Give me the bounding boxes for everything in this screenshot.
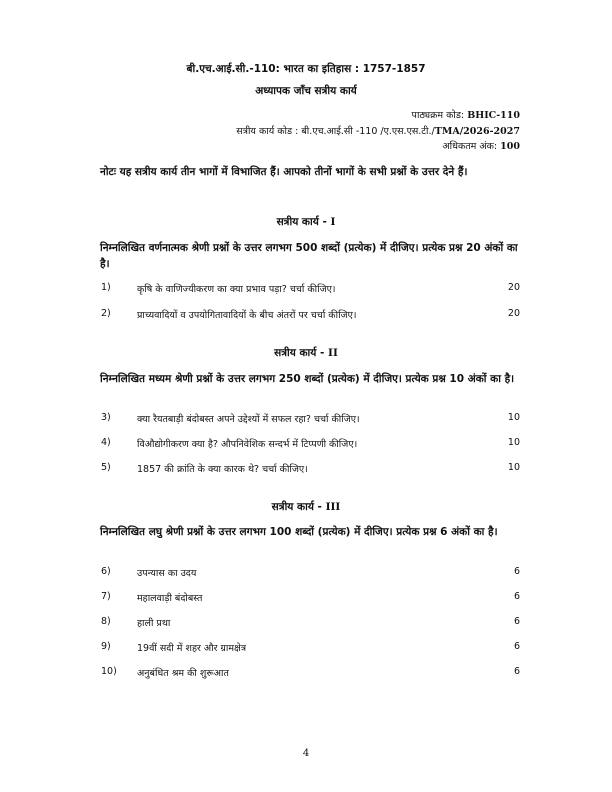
question-marks: 20 — [507, 308, 520, 319]
question-marks: 6 — [513, 641, 520, 652]
max-marks — [442, 139, 520, 152]
section-roman: III — [325, 501, 341, 513]
max-marks-value: 100 — [500, 141, 520, 152]
section-heading-label: सत्रीय कार्य - — [276, 216, 327, 228]
question-text: प्राच्यवादियों व उपयोगितावादियों के बीच अंतरों पर चर्चा कीजिए। — [137, 310, 357, 321]
question-number: 1) — [101, 282, 111, 293]
course-code — [412, 108, 520, 121]
section-roman: I — [330, 216, 336, 228]
question-text: 19वीं सदी में शहर और ग्रामक्षेत्र — [137, 643, 247, 654]
document-title: बी.एच.आई.सी.-110: भारत का इतिहास : 1757-1857 — [186, 63, 426, 75]
section-instruction-1: निम्नलिखित वर्णनात्मक श्रेणी प्रश्नों के उत्तर लगभग 500 शब्दों (प्रत्येक) में दीजिए। प्रत्येक प्रश्न 20 अंकों का है। — [100, 242, 518, 270]
question-number: 5) — [101, 462, 111, 473]
question-marks: 6 — [513, 566, 520, 577]
section-heading-1 — [0, 215, 612, 229]
question-text: विऔद्योगीकरण क्या है? औपनिवेशिक सन्दर्भ में टिप्पणी कीजिए। — [137, 439, 358, 450]
question-number: 9) — [101, 641, 111, 652]
question-marks: 10 — [507, 437, 520, 448]
question-marks: 6 — [513, 591, 520, 602]
question-marks: 10 — [507, 462, 520, 473]
question-text: अनुबंधित श्रम की शुरूआत — [137, 668, 229, 679]
page-number: 4 — [302, 748, 310, 759]
section-heading-label: सत्रीय कार्य - — [274, 347, 325, 359]
question-text: हाली प्रथा — [137, 618, 171, 629]
assignment-code-value: TMA/2026-2027 — [434, 126, 520, 137]
question-marks: 6 — [513, 666, 520, 677]
assignment-code-label: सत्रीय कार्य कोड : बी.एच.आई.सी -110 /ए.एस.एस.टी./ — [236, 126, 435, 137]
document-subtitle: अध्यापक जाँच सत्रीय कार्य — [255, 85, 357, 97]
question-text: क्या रैयतबाड़ी बंदोबस्त अपने उद्देश्यों में सफल रहा? चर्चा कीजिए। — [137, 414, 360, 425]
course-code-label: पाठ्यक्रम कोड: — [411, 110, 465, 121]
question-number: 6) — [101, 566, 111, 577]
question-number: 4) — [101, 437, 111, 448]
section-instruction-3: निम्नलिखित लघु श्रेणी प्रश्नों के उत्तर लगभग 100 शब्दों (प्रत्येक) में दीजिए। प्रत्येक प्रश्न 6 अंकों का है। — [100, 526, 498, 538]
question-number: 2) — [101, 308, 111, 319]
question-text: 1857 की क्रांति के क्या कारक थे? चर्चा कीजिए। — [137, 464, 308, 475]
question-number: 8) — [101, 616, 111, 627]
section-roman: II — [328, 347, 338, 359]
section-instruction-2: निम्नलिखित मध्यम श्रेणी प्रश्नों के उत्तर लगभग 250 शब्दों (प्रत्येक) में दीजिए। प्रत्येक प्रश्न 10 अंकों का है। — [100, 373, 515, 385]
question-marks: 6 — [513, 616, 520, 627]
instructions-note: नोटः यह सत्रीय कार्य तीन भागों में विभाजित हैं। आपको तीनों भागों के सभी प्रश्नों के उत्तर देने हैं। — [100, 166, 468, 178]
question-text: महालवाड़ी बंदोबस्त — [137, 593, 203, 604]
question-number: 7) — [101, 591, 111, 602]
question-marks: 20 — [507, 282, 520, 293]
question-marks: 10 — [507, 412, 520, 423]
course-code-value: BHIC-110 — [467, 110, 520, 121]
section-heading-label: सत्रीय कार्य - — [271, 501, 322, 513]
max-marks-label: अधिकतम अंक: — [442, 141, 498, 152]
question-number: 3) — [101, 412, 111, 423]
question-text: कृषि के वाणिज्यीकरण का क्या प्रभाव पड़ा? चर्चा कीजिए। — [137, 284, 336, 295]
section-heading-3 — [0, 500, 612, 514]
question-number: 10) — [101, 666, 117, 677]
question-text: उपन्यास का उदय — [137, 568, 197, 579]
section-heading-2 — [0, 346, 612, 360]
assignment-code — [236, 124, 520, 137]
